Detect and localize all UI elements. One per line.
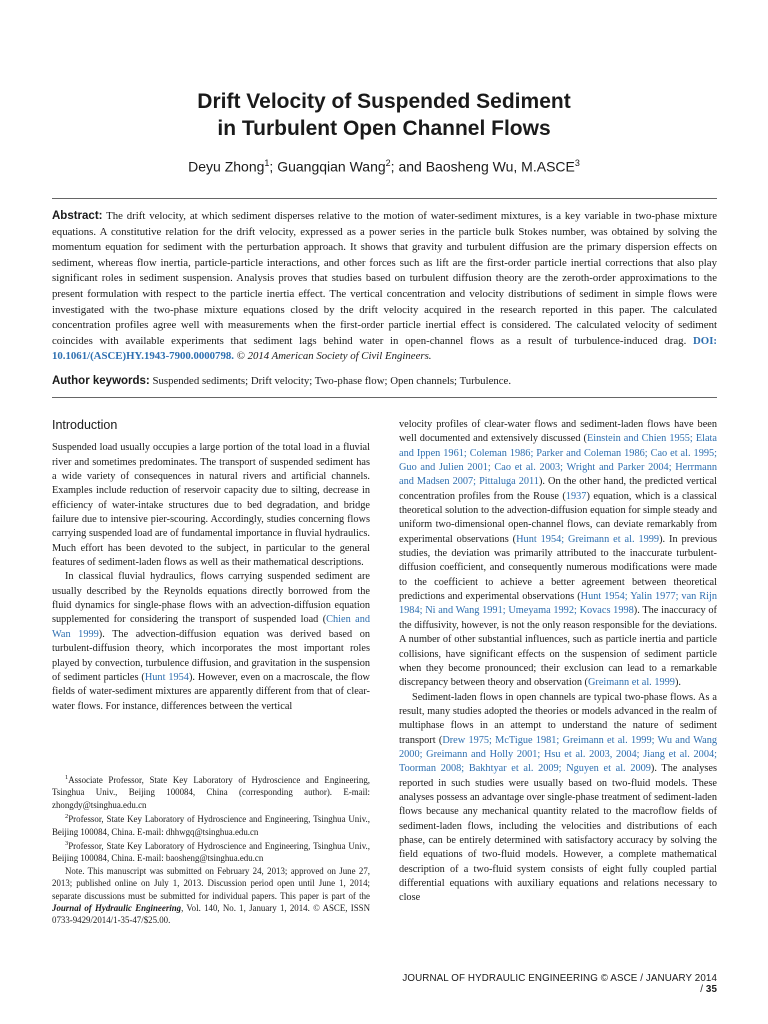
- abstract: [52, 209, 717, 365]
- paragraph-text: ). The advection-diffusion equation was derived based on turbulent-diffusion theory, which incorporates the most important roles played by convection, turbulence diffusion, and gravitation in the suspension of sediment particles (: [52, 628, 370, 683]
- author-name: Baosheng Wu, M.ASCE: [425, 158, 575, 175]
- page-number: 35: [705, 984, 717, 995]
- footnote-affiliation: [52, 838, 370, 865]
- footnote-mark: 2: [65, 813, 69, 821]
- author-affiliation-mark: 1: [264, 158, 270, 168]
- paragraph: [52, 570, 370, 713]
- paragraph-text: ). The inaccuracy of the diffusivity, however, is not the only reason responsible for the deviations. A number of other substantial influences, such as particle inertia and particle collisions, have significant effects on the suspension of sediment particle when they become pronounced; their exclusion can lead to a remarkable discrepancy between theory and observation (: [399, 605, 717, 689]
- paragraph: [399, 418, 717, 691]
- author-name: Deyu Zhong: [188, 158, 265, 175]
- paragraph-text: ). However, even on a macroscale, the flow fields of water-sediment mixtures are apparently different from that of clear-water flows. For instance, differences between the vertical: [52, 671, 370, 712]
- journal-name: Journal of Hydraulic Engineering: [52, 902, 182, 913]
- doi-label: DOI:: [693, 334, 717, 347]
- citation-link[interactable]: Drew 1975; McTigue 1981; Greimann et al. 1999; Wu and Wang 2000; Greimann and Holly 2001; Hsu et al. 2003, 2004; Jiang et al. 2004; Toorman 2008; Bakhtyar et al. 2009; Nguyen et al. 2009: [399, 734, 717, 775]
- author-list: [0, 158, 768, 175]
- citation-link[interactable]: 1937: [565, 490, 587, 502]
- footer-journal-info: JOURNAL OF HYDRAULIC ENGINEERING © ASCE / JANUARY 2014 /: [402, 973, 717, 995]
- note-text: , Vol. 140, No. 1, January 1, 2014. © ASCE, ISSN 0733-9429/2014/1-35-47/$25.00.: [52, 902, 370, 926]
- author-affiliation-mark: 2: [385, 158, 391, 168]
- footnote-affiliation: [52, 772, 370, 811]
- footnote-text: Associate Professor, State Key Laboratory of Hydroscience and Engineering, Tsinghua Univ., Beijing 100084, China (corresponding author). E-mail: zhongdy@tsinghua.edu.cn: [52, 774, 370, 810]
- footnote-text: Professor, State Key Laboratory of Hydroscience and Engineering, Tsinghua Univ., Beijing 100084, China. E-mail: baosheng@tsinghua.edu.cn: [52, 840, 370, 864]
- paper-title: [0, 88, 768, 142]
- paragraph-text: ).: [674, 677, 681, 689]
- section-heading-introduction: Introduction: [52, 418, 118, 432]
- doi-link[interactable]: 10.1061/(ASCE)HY.1943-7900.0000798.: [52, 350, 234, 363]
- citation-link[interactable]: Einstein and Chien 1955; Elata and Ippen 1961; Coleman 1986; Parker and Coleman 1986; Cao et al. 1995; Guo and Julien 2001; Cao et al. 2003; Wright and Parker 2004; Herrmann and Madsen 2007; Pittaluga 2011: [399, 433, 717, 488]
- paragraph: Suspended load usually occupies a large portion of the total load in a fluvial river and sometimes predominates. The transport of suspended sediment has a wide variety of consequences in natural rivers and artificial channels. Examples include reduction of reservoir capacity due to silting, decrease in efficiency of water-intake structures due to bed degradation, and bridge failure due to intensive pier-scouring. Accordingly, studies concerning flows carrying suspended load are of fundamental importance in fluvial hydraulics. Much effort has been devoted to the subject, in particular to the general features of sediment-laden flows as well as their mathematical descriptions.: [52, 442, 370, 569]
- running-footer: [399, 973, 717, 995]
- note-text: Note. This manuscript was submitted on February 24, 2013; approved on June 27, 2013; published online on July 1, 2013. Discussion period open until June 1, 2014; separate discussions must be submitted for individual papers. This paper is part of the: [52, 865, 370, 901]
- paragraph-text: velocity profiles of clear-water flows and sediment-laden flows have been well documented and extensively discussed (: [399, 419, 717, 445]
- citation-link[interactable]: Hunt 1954; Yalin 1977; van Rijn 1984; Ni and Wang 1991; Umeyama 1992; Kovacs 1998: [399, 591, 717, 617]
- paragraph-text: ) equation, which is a classical theoretical solution to the advection-diffusion equation for simple steady and uniform two-dimensional open-channel flows, can deviate remarkably from experimental observations (: [399, 490, 717, 545]
- citation-link[interactable]: Greimann et al. 1999: [588, 677, 675, 689]
- title-line-2: in Turbulent Open Channel Flows: [217, 117, 551, 140]
- paragraph-text: In classical fluvial hydraulics, flows carrying suspended sediment are usually described by the Reynolds equations directly borrowed from the fluid dynamics for single-phase flows with an advection-diffusion equation supplemented for considering the transport of suspended load (: [52, 571, 370, 626]
- abstract-label: Abstract:: [52, 210, 103, 222]
- author-separator: ; and: [390, 158, 426, 175]
- left-column: [52, 418, 370, 714]
- keywords-label: Author keywords:: [52, 375, 150, 387]
- paragraph-text: Sediment-laden flows in open channels are typical two-phase flows. As a result, many studies adopted the theories or models advanced in the realm of multiphase flows in an attempt to understand the nature of sediment transport (: [399, 691, 717, 746]
- divider-bottom: [52, 397, 717, 398]
- right-column: [399, 418, 717, 906]
- paragraph-text: ). In previous studies, the deviation was primarily attributed to the inaccurate turbulent-diffusion coefficient, and consequently numerous modifications were made to the coefficient to achieve a better agreement between theoretical predictions and experimental observations (: [399, 533, 718, 603]
- keywords-text: Suspended sediments; Drift velocity; Two-phase flow; Open channels; Turbulence.: [149, 375, 512, 387]
- footnote-mark: 1: [65, 774, 69, 781]
- paragraph-text: ). On the other hand, the predicted vertical concentration profiles from the Rouse (: [399, 476, 717, 502]
- citation-link[interactable]: Chien and Wan 1999: [52, 614, 370, 640]
- author-separator: ;: [269, 158, 278, 175]
- divider-top: [52, 198, 717, 199]
- citation-link[interactable]: Hunt 1954: [144, 671, 189, 683]
- manuscript-note: [52, 865, 370, 927]
- footnote-text: Professor, State Key Laboratory of Hydroscience and Engineering, Tsinghua Univ., Beijing 100084, China. E-mail: dhhwgq@tsinghua.edu.cn: [52, 814, 370, 837]
- footnote-affiliation: [52, 811, 370, 838]
- author-name: Guangqian Wang: [277, 158, 386, 175]
- copyright-notice: © 2014 American Society of Civil Engineers.: [233, 350, 432, 363]
- paragraph-text: ). The analyses reported in such studies were usually based on two-fluid models. These analyses possess an advantage over single-phase treatment of sediment-laden flows because any mechanical quantity related to the macroflow fields of sediment-laden flows, including the velocities and distributions of each phase, can be entirely determined with satisfactory accuracy by solving the field equations of two-fluid models. However, a complete mathematical description of a two-fluid system consists of eight fully coupled partial differential equations with auxiliary equations and relations necessary to close: [399, 763, 718, 904]
- abstract-text: The drift velocity, at which sediment disperses relative to the motion of water-sediment mixtures, is a key variable in two-phase mixture equations. A constitutive relation for the drift velocity, expressed as a power series in the particle bulk Stokes number, was obtained by solving the momentum equation for sediment with the perturbation approach. It shows that gravity and turbulent diffusion are the primary dispersion effects on sediment, whereas flow inertia, particle-particle interactions, and other forces such as lift are the first-order particle inertial corrections that also play significant roles in sediment suspension. Analysis proves that studies based on turbulent diffusion theory are the zeroth-order approximations to the present formulation with respect to the particle inertia effect. The vertical concentration and velocity distributions of sediment in simple flows were investigated with the two-phase mixture equations closed by the drift velocity acquired in the research reported in this paper. The calculated concentration profiles agree well with measurements when the first-order particle inertial effect is considered. The calculated velocity of sediment coincides with available experiments that sediment lags behind water in open-channel flows as a result of turbulence-induced drag.: [52, 210, 717, 347]
- citation-link[interactable]: Hunt 1954; Greimann et al. 1999: [516, 533, 660, 545]
- title-line-1: Drift Velocity of Suspended Sediment: [197, 90, 571, 113]
- author-affiliation-mark: 3: [574, 158, 580, 168]
- footnotes: [52, 772, 370, 927]
- paragraph: [399, 691, 717, 906]
- author-keywords: [52, 374, 717, 389]
- footnote-mark: 3: [65, 839, 69, 847]
